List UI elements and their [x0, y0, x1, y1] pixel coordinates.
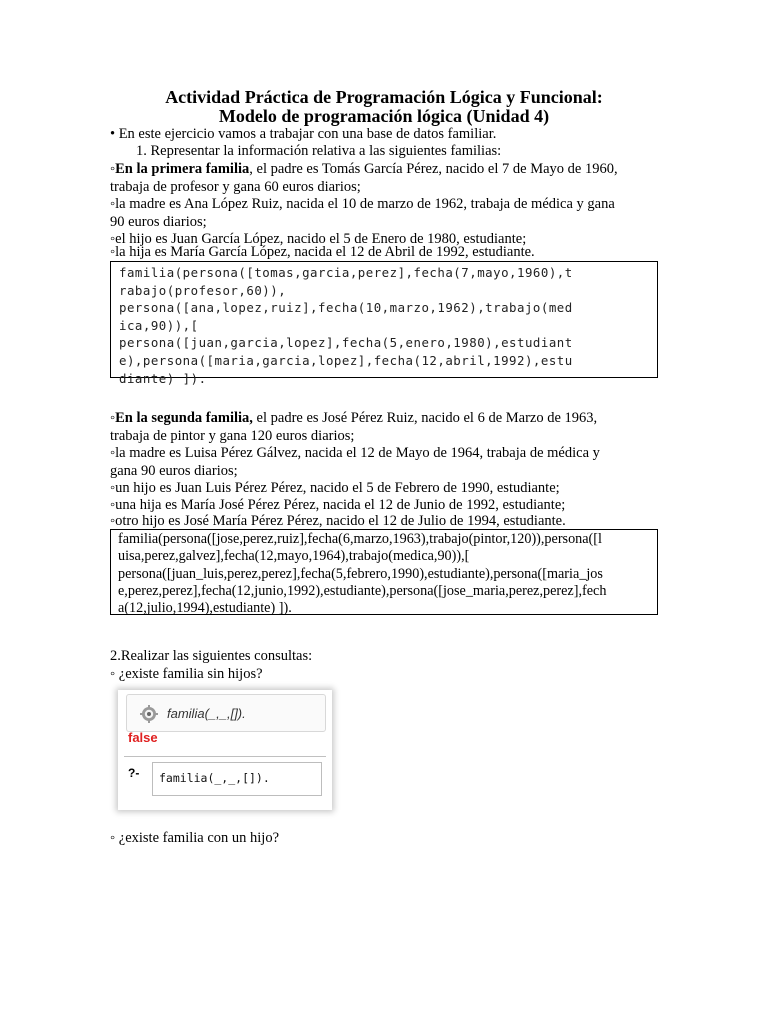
code-line: diante) ]).	[119, 370, 207, 386]
query-result: false	[128, 730, 158, 745]
code-line: rabajo(profesor,60)),	[119, 282, 287, 298]
familia2-heading-line: ◦En la segunda familia, el padre es José Pérez Ruiz, nacido el 6 de Marzo de 1963,	[110, 410, 598, 426]
familia2-line: gana 90 euros diarios;	[110, 463, 238, 479]
question-1: ◦ ¿existe familia sin hijos?	[110, 666, 263, 682]
query-prompt: ?-	[128, 766, 140, 780]
familia2-line: ◦un hijo es Juan Luis Pérez Pérez, nacido el 5 de Febrero de 1990, estudiante;	[110, 480, 560, 496]
intro-bullet: • En este ejercicio vamos a trabajar con una base de datos familiar.	[110, 126, 497, 142]
familia1-line: ◦la madre es Ana López Ruiz, nacida el 10 de marzo de 1962, trabaja de médica y gana	[110, 196, 615, 212]
familia2-heading: En la segunda familia,	[115, 410, 253, 426]
query-display: familia(_,_,[]).	[167, 706, 246, 721]
code-line: persona([ana,lopez,ruiz],fecha(10,marzo,1962),trabajo(med	[119, 300, 573, 316]
code-line: persona([juan_luis,perez,perez],fecha(5,febrero,1990),estudiante),persona([maria_jos	[118, 565, 603, 582]
query-input[interactable]: familia(_,_,[]).	[152, 762, 322, 796]
code-line: familia(persona([jose,perez,ruiz],fecha(6,marzo,1963),trabajo(pintor,120)),persona([l	[118, 531, 602, 547]
familia1-heading: En la primera familia	[115, 161, 250, 177]
code-line: e),persona([maria,garcia,lopez],fecha(12,abril,1992),estu	[119, 352, 573, 368]
query-history-panel	[126, 694, 326, 732]
prolog-console-screenshot	[118, 690, 332, 810]
familia1-line: ◦el hijo es Juan García López, nacido el 5 de Enero de 1980, estudiante;	[110, 231, 527, 247]
familia1-line: ◦la hija es María García López, nacida el 12 de Abril de 1992, estudiante.	[110, 244, 535, 260]
document-subtitle: Modelo de programación lógica (Unidad 4)	[218, 106, 550, 126]
familia2-line: ◦una hija es María José Pérez Pérez, nacida el 12 de Junio de 1992, estudiante;	[110, 497, 566, 513]
code-line: a(12,julio,1994),estudiante) ]).	[118, 600, 292, 617]
familia2-code-box	[110, 529, 658, 615]
divider	[124, 756, 326, 757]
code-line: e,perez,perez],fecha(12,junio,1992),estudiante),persona([jose_maria,perez,perez],fech	[118, 582, 607, 599]
question-2: ◦ ¿existe familia con un hijo?	[110, 830, 280, 846]
code-line: ica,90)),[	[119, 317, 199, 333]
familia1-line: , el padre es Tomás García Pérez, nacido el 7 de Mayo de 1960,	[249, 161, 618, 177]
familia2-line: el padre es José Pérez Ruiz, nacido el 6 de Marzo de 1963,	[252, 410, 598, 426]
familia1-code-box	[110, 261, 658, 386]
familia1-heading-line: ◦En la primera familia, el padre es Tomás García Pérez, nacido el 7 de Mayo de 1960,	[110, 161, 618, 177]
familia2-line: ◦la madre es Luisa Pérez Gálvez, nacida el 12 de Mayo de 1964, trabaja de médica y	[110, 445, 600, 461]
item-1: 1. Representar la información relativa a las siguientes familias:	[136, 143, 502, 159]
code-line: familia(persona([tomas,garcia,perez],fecha(7,mayo,1960),t	[119, 265, 573, 280]
code-line: persona([juan,garcia,lopez],fecha(5,enero,1980),estudiant	[119, 335, 573, 351]
code-line: uisa,perez,galvez],fecha(12,mayo,1964),trabajo(medica,90)),[	[118, 548, 470, 565]
document-title: Actividad Práctica de Programación Lógica y Funcional:	[165, 87, 603, 107]
familia1-line: 90 euros diarios;	[110, 214, 207, 230]
familia2-line: trabaja de pintor y gana 120 euros diarios;	[110, 428, 355, 444]
familia1-line: trabaja de profesor y gana 60 euros diarios;	[110, 179, 361, 195]
gear-icon	[140, 705, 158, 723]
familia2-line: ◦otro hijo es José María Pérez Pérez, nacido el 12 de Julio de 1994, estudiante.	[110, 513, 566, 529]
item-2: 2.Realizar las siguientes consultas:	[110, 648, 313, 664]
